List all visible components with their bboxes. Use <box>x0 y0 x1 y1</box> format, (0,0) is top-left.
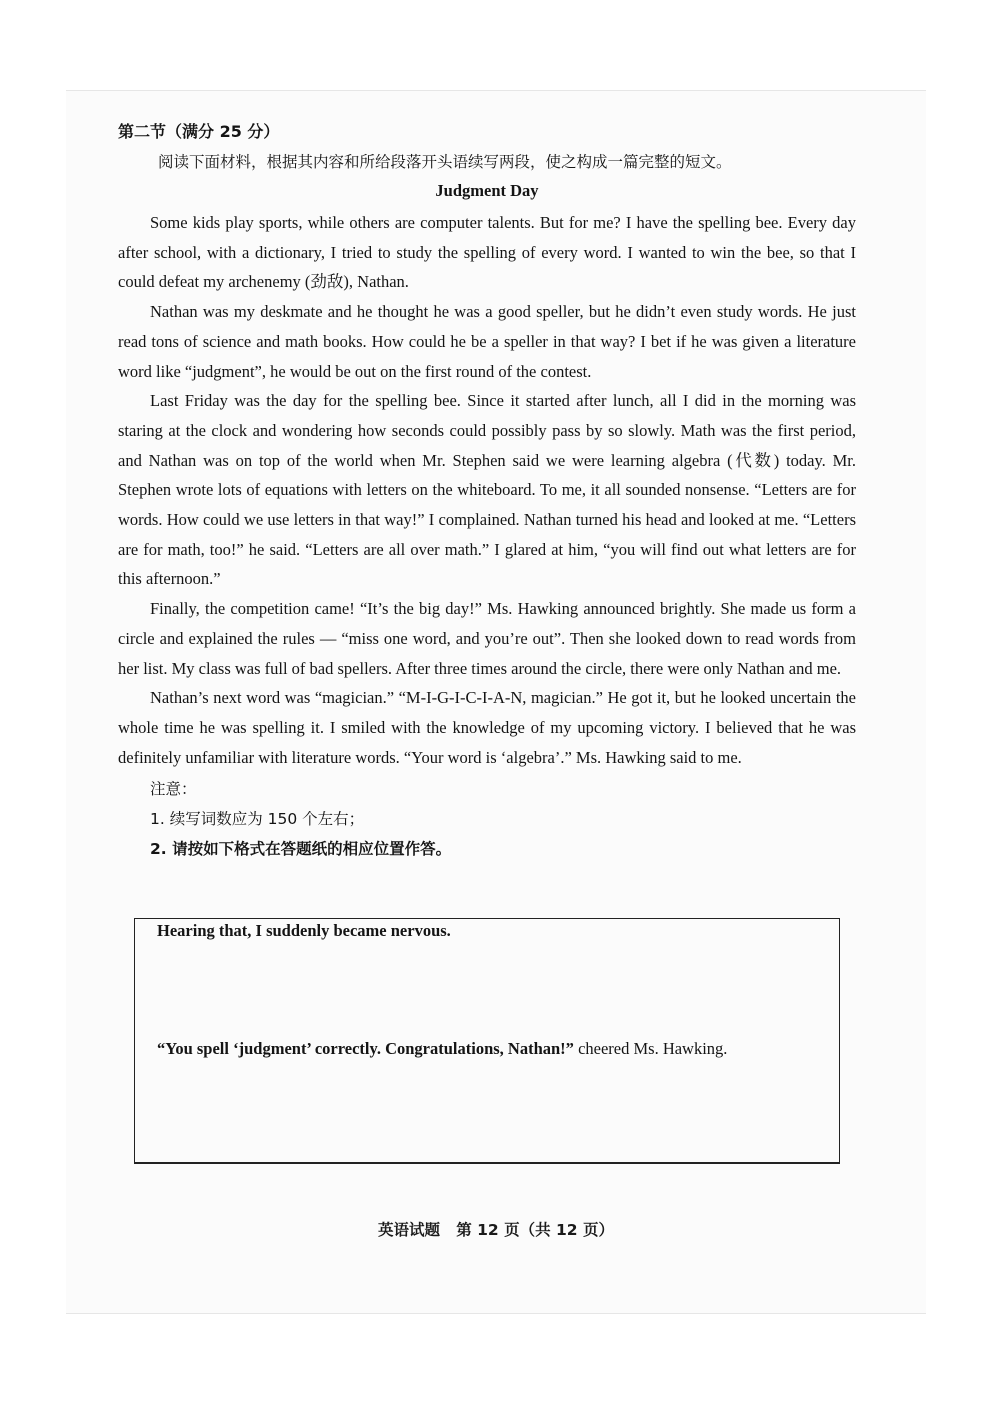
answer-box[interactable] <box>134 918 840 1164</box>
notes-heading: 注意： <box>150 780 197 799</box>
exam-content <box>118 118 856 864</box>
continuation-quote: “You spell ‘judgment’ correctly. Congratulations, Nathan!” <box>157 1039 574 1058</box>
continuation-opening-1: Hearing that, I suddenly became nervous. <box>157 921 451 940</box>
article-paragraph: Finally, the competition came! “It’s the big day!” Ms. Hawking announced brightly. She made us form a circle and explained the rules — “miss one word, and you’re out”. Then she looked down to read words from her list. My class was full of bad spellers. After three times around the circle, there were only Nathan and me. <box>118 599 856 678</box>
footer-subject: 英语试题 <box>378 1221 441 1239</box>
continuation-opening-2 <box>157 1039 727 1059</box>
article-paragraph: Some kids play sports, while others are computer talents. But for me? I have the spelling bee. Every day after school, with a dictionary, I tried to study the spelling of every word. I wanted to win the bee, so that I could defeat my archenemy (劲敌), Nathan. <box>118 213 856 292</box>
note-item: 1. 续写词数应为 150 个左右； <box>150 810 365 829</box>
note-item: 2. 请按如下格式在答题纸的相应位置作答。 <box>150 840 452 859</box>
section-title: 第二节（满分 25 分） <box>118 122 280 141</box>
section-instruction: 阅读下面材料，根据其内容和所给段落开头语续写两段，使之构成一篇完整的短文。 <box>158 153 732 171</box>
article-title: Judgment Day <box>435 181 539 200</box>
article-paragraph: Nathan was my deskmate and he thought he was a good speller, but he didn’t even study words. He just read tons of science and math books. How could he be a speller in that way? I bet if he was given a literature word like “judgment”, he would be out on the first round of the contest. <box>118 302 856 381</box>
article-paragraph: Nathan’s next word was “magician.” “M-I-G-I-C-I-A-N, magician.” He got it, but he looked uncertain the whole time he was spelling it. I smiled with the knowledge of my upcoming victory. I believed that he was definitely unfamiliar with literature words. “Your word is ‘algebra’.” Ms. Hawking said to me. <box>118 688 856 767</box>
continuation-rest: cheered Ms. Hawking. <box>573 1039 728 1058</box>
page-footer <box>0 1218 992 1240</box>
footer-page-number: 第 12 页（共 12 页） <box>456 1221 614 1239</box>
article-paragraph: Last Friday was the day for the spelling bee. Since it started after lunch, all I did in the morning was staring at the clock and wondering how seconds could possibly pass by so slowly. Math was the first period, and Nathan was on top of the world when Mr. Stephen said we were learning algebra (代数) today. Mr. Stephen wrote lots of equations with letters on the whiteboard. To me, it all sounded nonsense. “Letters are for words. How could we use letters in that way!” I complained. Nathan turned his head and looked at me. “Letters are for math, too!” he said. “Letters are all over math.” I glared at him, “you will find out what letters are for this afternoon.” <box>118 391 856 589</box>
notes <box>118 774 856 864</box>
